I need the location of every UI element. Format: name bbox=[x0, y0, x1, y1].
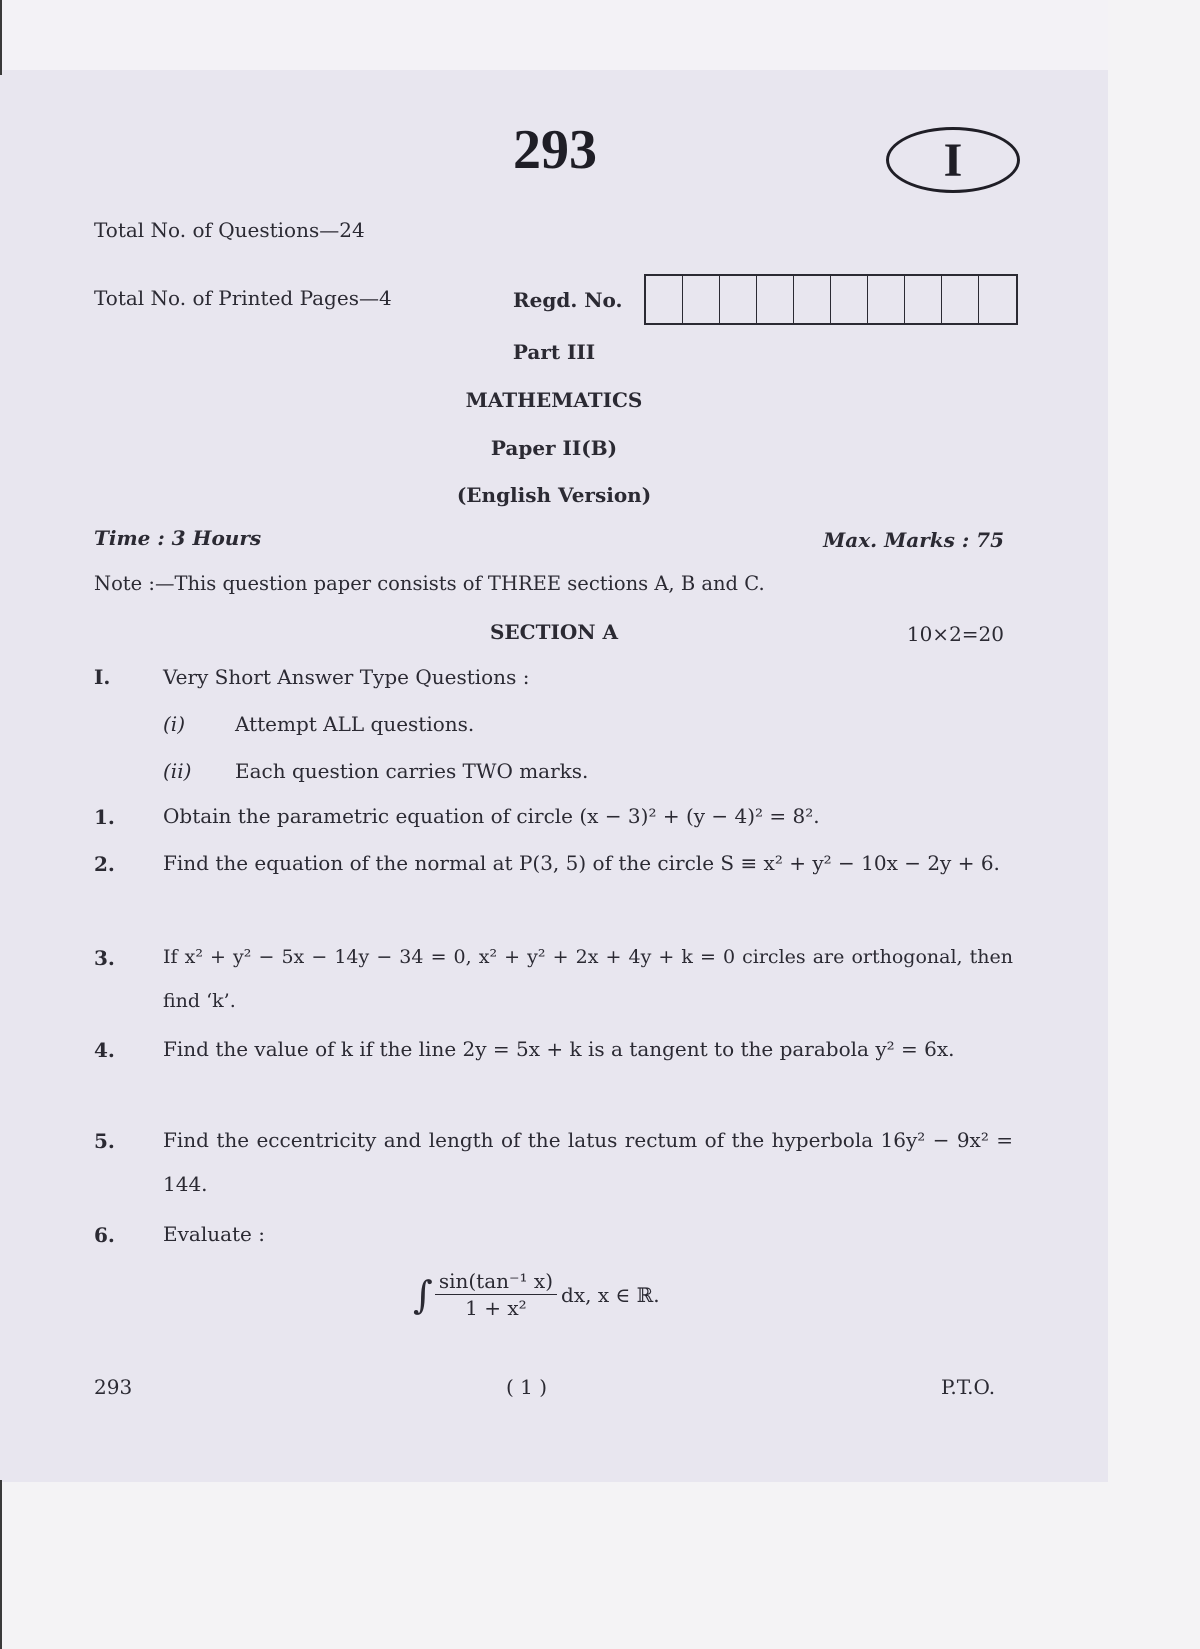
time-label: Time : 3 Hours bbox=[94, 526, 262, 550]
total-questions: Total No. of Questions—24 bbox=[94, 218, 365, 242]
regd-digit-box[interactable] bbox=[905, 276, 942, 323]
regd-digit-box[interactable] bbox=[794, 276, 831, 323]
total-pages: Total No. of Printed Pages—4 bbox=[94, 286, 392, 310]
question-text: Find the value of k if the line 2y = 5x + k is a tangent to the parabola y² = 6x. bbox=[163, 1037, 955, 1061]
version-label: (English Version) bbox=[456, 483, 652, 507]
sub-item-text: Attempt ALL questions. bbox=[235, 712, 475, 736]
question-text: If x² + y² − 5x − 14y − 34 = 0, x² + y² + 2x + 4y + k = 0 circles are orthogonal, then find ‘k’. bbox=[163, 946, 1013, 1012]
question-number: 4. bbox=[94, 1038, 115, 1062]
question-number: 5. bbox=[94, 1129, 115, 1153]
regd-digit-box[interactable] bbox=[646, 276, 683, 323]
integral-numerator: sin(tan⁻¹ x) bbox=[435, 1268, 557, 1295]
regd-digit-box[interactable] bbox=[831, 276, 868, 323]
regd-number-boxes[interactable] bbox=[644, 274, 1018, 325]
scan-border bbox=[0, 0, 2, 75]
section-title: SECTION A bbox=[489, 620, 619, 644]
subject-title: MATHEMATICS bbox=[465, 388, 643, 412]
question-number: 2. bbox=[94, 852, 115, 876]
section-marks: 10×2=20 bbox=[906, 622, 1004, 646]
page-number: ( 1 ) bbox=[506, 1375, 548, 1399]
regd-digit-box[interactable] bbox=[868, 276, 905, 323]
section-roman: I. bbox=[94, 665, 111, 689]
sub-item-number: (ii) bbox=[163, 759, 192, 783]
question-number: 1. bbox=[94, 805, 115, 829]
integral-fraction bbox=[435, 1268, 557, 1321]
regd-digit-box[interactable] bbox=[757, 276, 794, 323]
section-instruction: Very Short Answer Type Questions : bbox=[163, 665, 530, 689]
integral-tail: dx, x ∈ ℝ. bbox=[561, 1282, 660, 1307]
paper-code: 293 bbox=[513, 119, 597, 181]
regd-digit-box[interactable] bbox=[942, 276, 979, 323]
question-text: Evaluate : bbox=[163, 1222, 265, 1246]
note: Note :—This question paper consists of THREE sections A, B and C. bbox=[94, 572, 765, 595]
sub-item-number: (i) bbox=[163, 712, 186, 736]
regd-label: Regd. No. bbox=[513, 288, 623, 312]
question-text: Find the equation of the normal at P(3, 5) of the circle S ≡ x² + y² − 10x − 2y + 6. bbox=[163, 851, 1000, 875]
integral-expression bbox=[413, 1268, 660, 1321]
integral-denominator: 1 + x² bbox=[465, 1296, 527, 1320]
set-code: I bbox=[943, 133, 963, 187]
footer-paper-code: 293 bbox=[94, 1375, 133, 1399]
question-text: Obtain the parametric equation of circle (x − 3)² + (y − 4)² = 8². bbox=[163, 804, 820, 828]
pto-label: P.T.O. bbox=[941, 1375, 996, 1399]
scan-margin-top bbox=[0, 0, 1108, 70]
regd-digit-box[interactable] bbox=[979, 276, 1016, 323]
regd-digit-box[interactable] bbox=[683, 276, 720, 323]
question-text: Find the eccentricity and length of the latus rectum of the hyperbola 16y² − 9x² = 144. bbox=[163, 1128, 1013, 1196]
scan-border bbox=[0, 1480, 2, 1649]
max-marks: Max. Marks : 75 bbox=[823, 528, 1004, 552]
question-number: 3. bbox=[94, 946, 115, 970]
question-number: 6. bbox=[94, 1223, 115, 1247]
part-label: Part III bbox=[512, 340, 596, 364]
regd-digit-box[interactable] bbox=[720, 276, 757, 323]
paper-label: Paper II(B) bbox=[490, 436, 618, 460]
set-code-badge bbox=[886, 127, 1020, 193]
integral-sign: ∫ bbox=[413, 1272, 433, 1317]
sub-item-text: Each question carries TWO marks. bbox=[235, 759, 589, 783]
